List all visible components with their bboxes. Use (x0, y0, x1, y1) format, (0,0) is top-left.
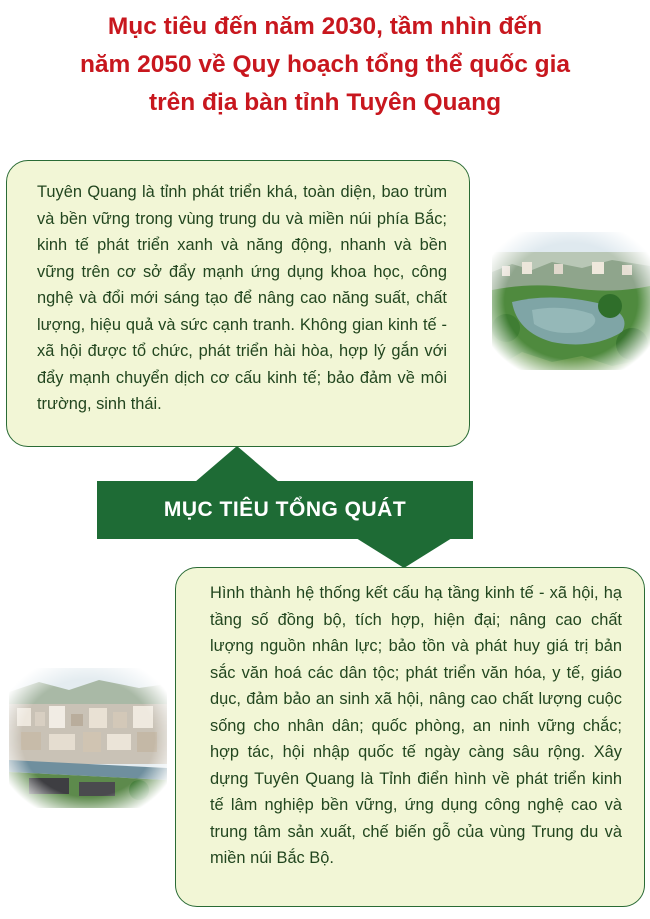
city-aerial-photo (9, 668, 167, 808)
banner-label: MỤC TIÊU TỔNG QUÁT (163, 498, 407, 521)
title-line-3: trên địa bàn tỉnh Tuyên Quang (148, 89, 502, 116)
page-title (0, 8, 650, 122)
title-line-2: năm 2050 về Quy hoạch tổng thể quốc gia (79, 51, 571, 78)
banner-arrow-up (195, 446, 279, 482)
general-objective-banner (97, 481, 473, 539)
title-line-1: Mục tiêu đến năm 2030, tầm nhìn đến (107, 13, 543, 40)
banner-arrow-down (356, 538, 452, 568)
objective-text-box (175, 567, 645, 907)
vision-text: Tuyên Quang là tỉnh phát triển khá, toàn diện, bao trùm và bền vững trong vùng trung du và miền núi phía Bắc; kinh tế phát triển xanh và năng động, nhanh và bền vững trên cơ sở đẩy mạnh ứng dụng khoa học, công nghệ và đổi mới sáng tạo để nâng cao năng suất, chất lượng, hiệu quả và sức cạnh tranh. Không gian kinh tế - xã hội được tổ chức, phát triển hài hòa, hợp lý gắn với đẩy mạnh chuyển dịch cơ cấu kinh tế; bảo đảm về môi trường, sinh thái. (37, 183, 447, 413)
lake-city-photo (492, 232, 650, 370)
vision-text-box (6, 160, 470, 447)
objective-text: Hình thành hệ thống kết cấu hạ tầng kinh tế - xã hội, hạ tầng số đồng bộ, tích hợp, hiện đại; nâng cao chất lượng nguồn nhân lực; bảo tồn và phát huy giá trị bản sắc văn hoá các dân tộc; phát triển văn hóa, y tế, giáo dục, đảm bảo an sinh xã hội, nâng cao chất lượng cuộc sống cho nhân dân; quốc phòng, an ninh vững chắc; hợp tác, hội nhập quốc tế ngày càng sâu rộng. Xây dựng Tuyên Quang là Tỉnh điển hình về phát triển kinh tế lâm nghiệp bền vững, ứng dụng công nghệ cao và trung tâm sản xuất, chế biến gỗ của vùng Trung du và miền núi Bắc Bộ. (210, 584, 622, 867)
